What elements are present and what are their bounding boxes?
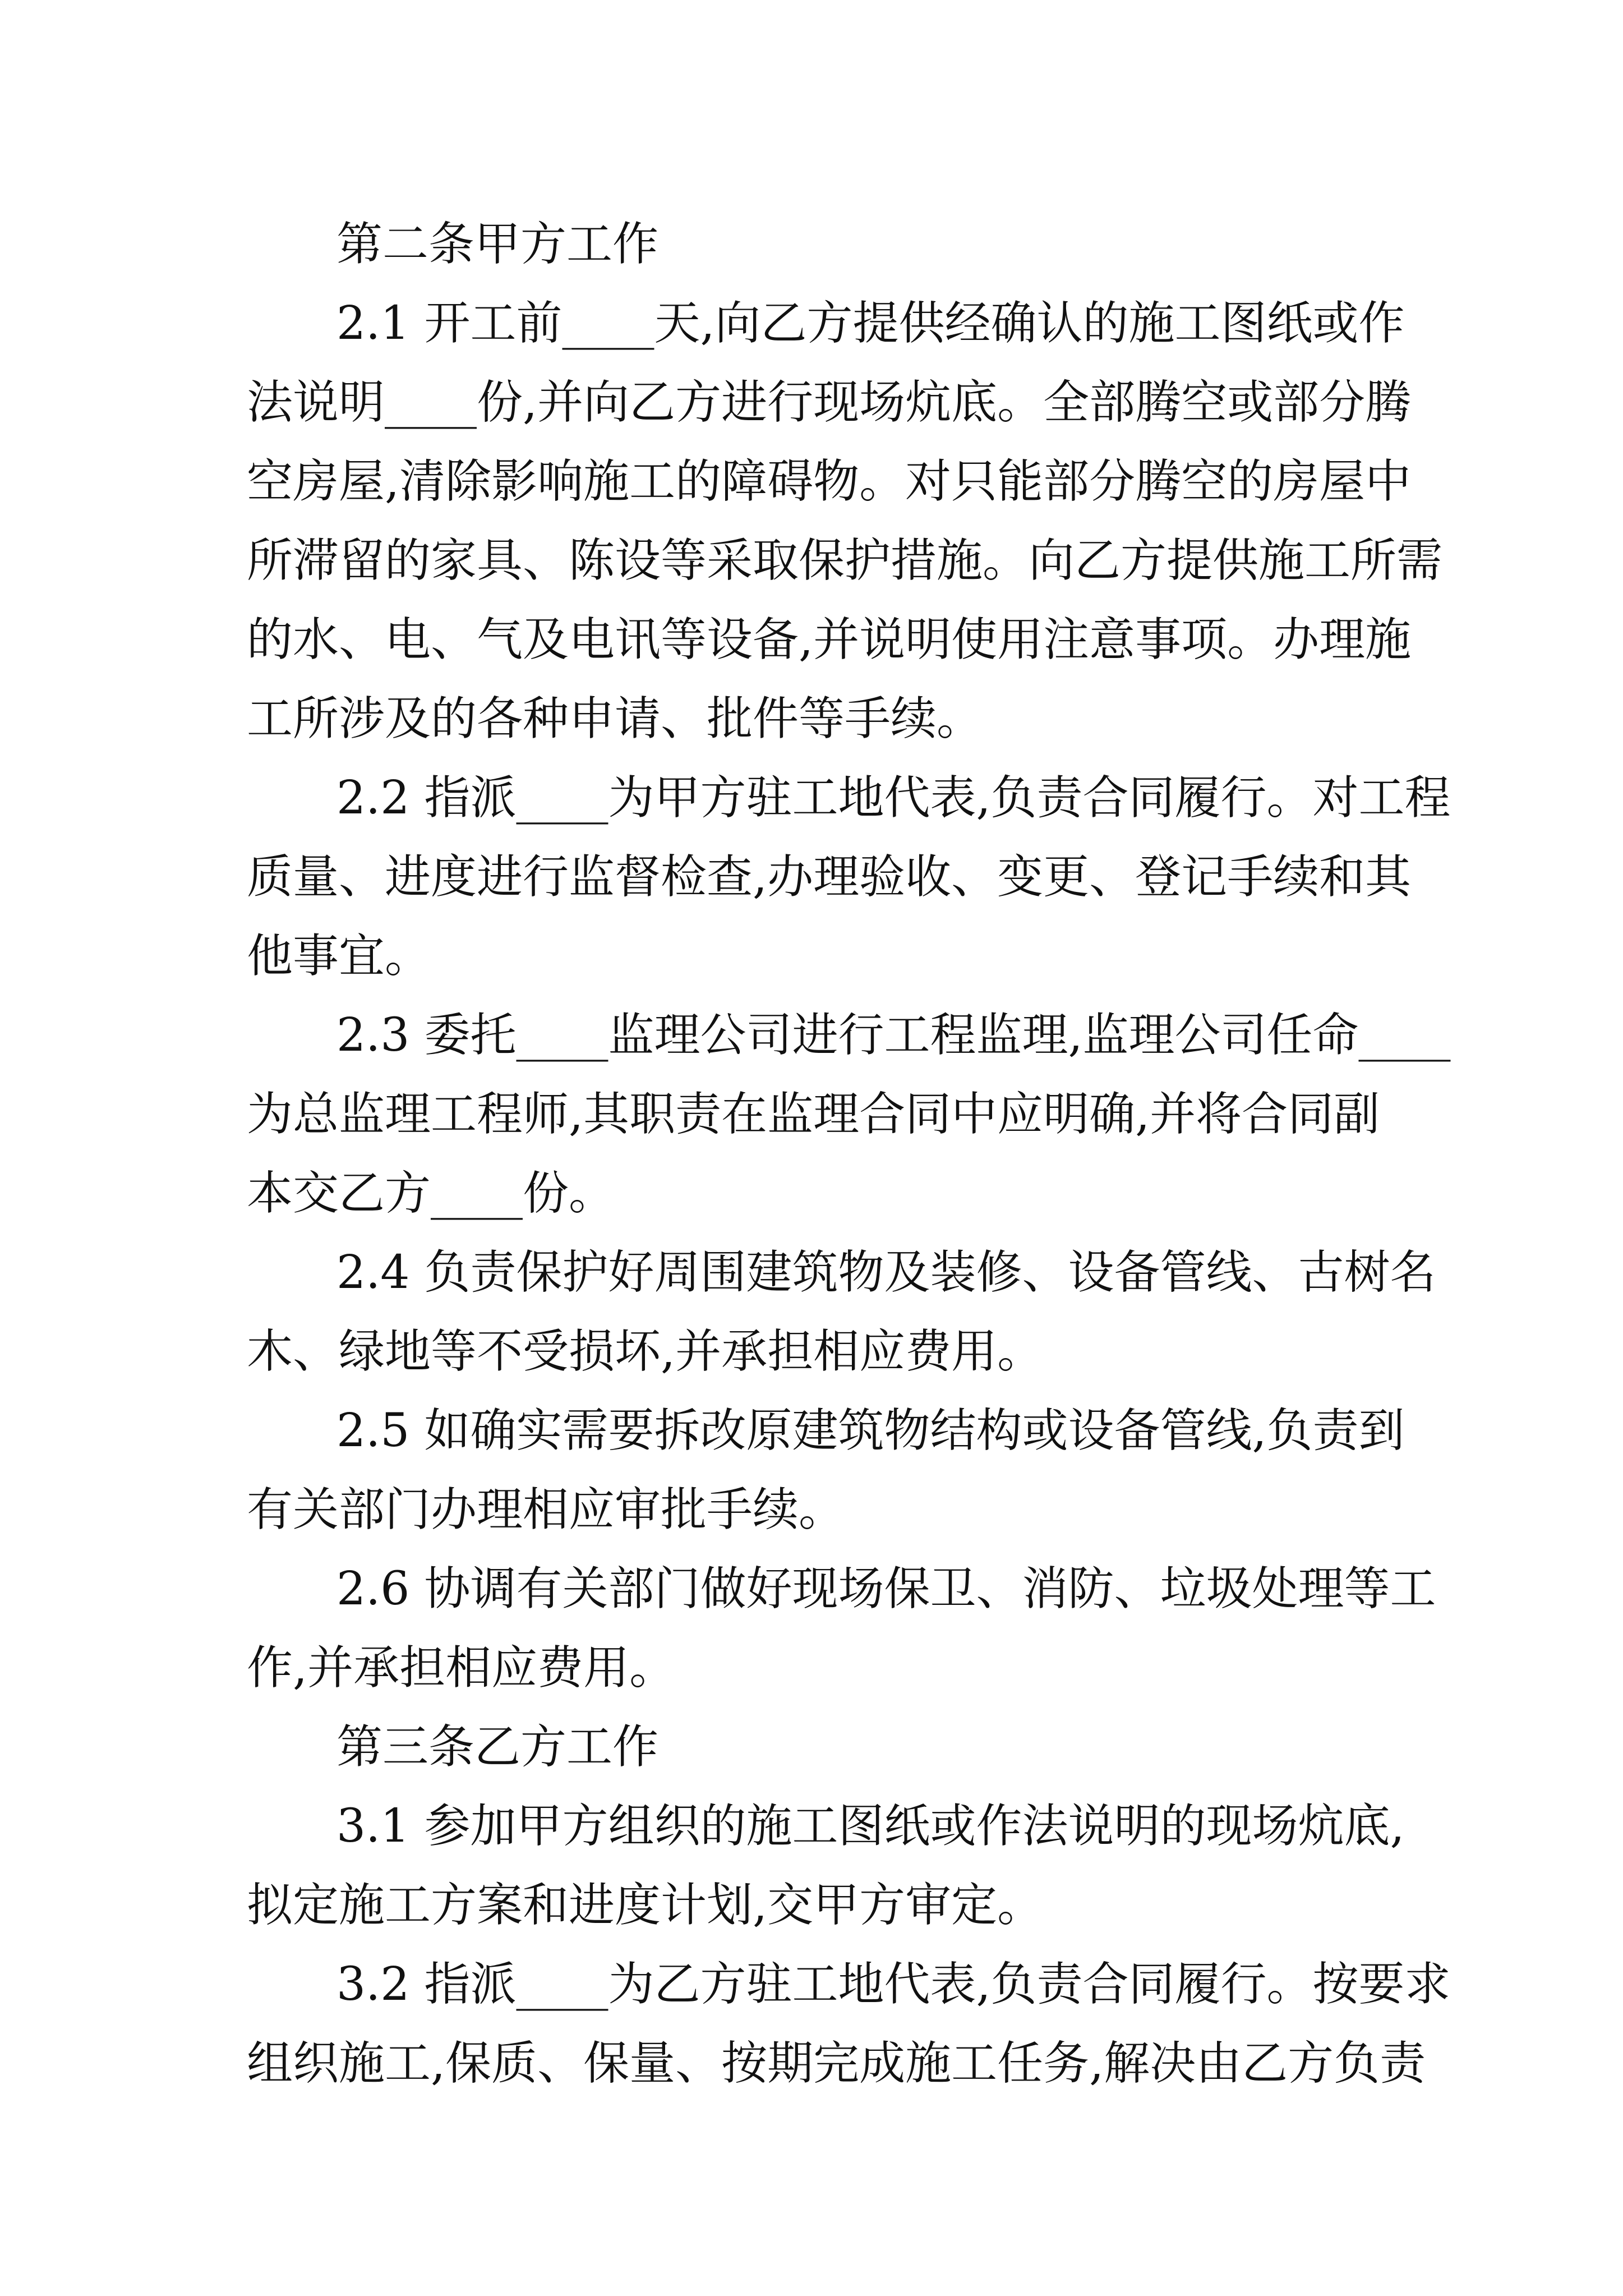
paragraph-line: 所滞留的家具、陈设等采取保护措施。向乙方提供施工所需 [247,534,1443,587]
section-heading-3: 第三条乙方工作 [336,1720,659,1774]
paragraph-line: 3.2 指派____为乙方驻工地代表,负责合同履行。按要求 [336,1958,1451,2011]
paragraph-line: 拟定施工方案和进度计划,交甲方审定。 [247,1879,1044,1932]
paragraph-line: 2.5 如确实需要拆改原建筑物结构或设备管线,负责到 [336,1404,1405,1457]
paragraph-line: 2.3 委托____监理公司进行工程监理,监理公司任命____ [336,1009,1451,1062]
paragraph-line: 为总监理工程师,其职责在监理合同中应明确,并将合同副 [247,1088,1380,1141]
paragraph-line: 本交乙方____份。 [247,1167,615,1220]
paragraph-line: 的水、电、气及电讯等设备,并说明使用注意事项。办理施 [247,613,1412,666]
paragraph-line: 空房屋,清除影响施工的障碍物。对只能部分腾空的房屋中 [247,455,1412,508]
paragraph-line: 法说明____份,并向乙方进行现场炕底。全部腾空或部分腾 [247,376,1412,429]
paragraph-line: 他事宜。 [247,930,431,983]
paragraph-line: 木、绿地等不受损坏,并承担相应费用。 [247,1325,1044,1378]
paragraph-line: 工所涉及的各种申请、批件等手续。 [247,692,983,746]
paragraph-line: 3.1 参加甲方组织的施工图纸或作法说明的现场炕底, [336,1800,1405,1853]
section-heading-2: 第二条甲方工作 [336,218,659,271]
paragraph-line: 有关部门办理相应审批手续。 [247,1483,845,1536]
paragraph-line: 2.1 开工前____天,向乙方提供经确认的施工图纸或作 [336,297,1405,350]
paragraph-line: 质量、进度进行监督检查,办理验收、变更、登记手续和其 [247,850,1412,904]
paragraph-line: 2.4 负责保护好周围建筑物及装修、设备管线、古树名 [336,1246,1436,1299]
paragraph-line: 2.6 协调有关部门做好现场保卫、消防、垃圾处理等工 [336,1562,1436,1616]
paragraph-line: 组织施工,保质、保量、按期完成施工任务,解决由乙方负责 [247,2037,1426,2090]
paragraph-line: 2.2 指派____为甲方驻工地代表,负责合同履行。对工程 [336,771,1451,825]
paragraph-line: 作,并承担相应费用。 [247,1641,676,1695]
document-body [247,205,1451,2103]
